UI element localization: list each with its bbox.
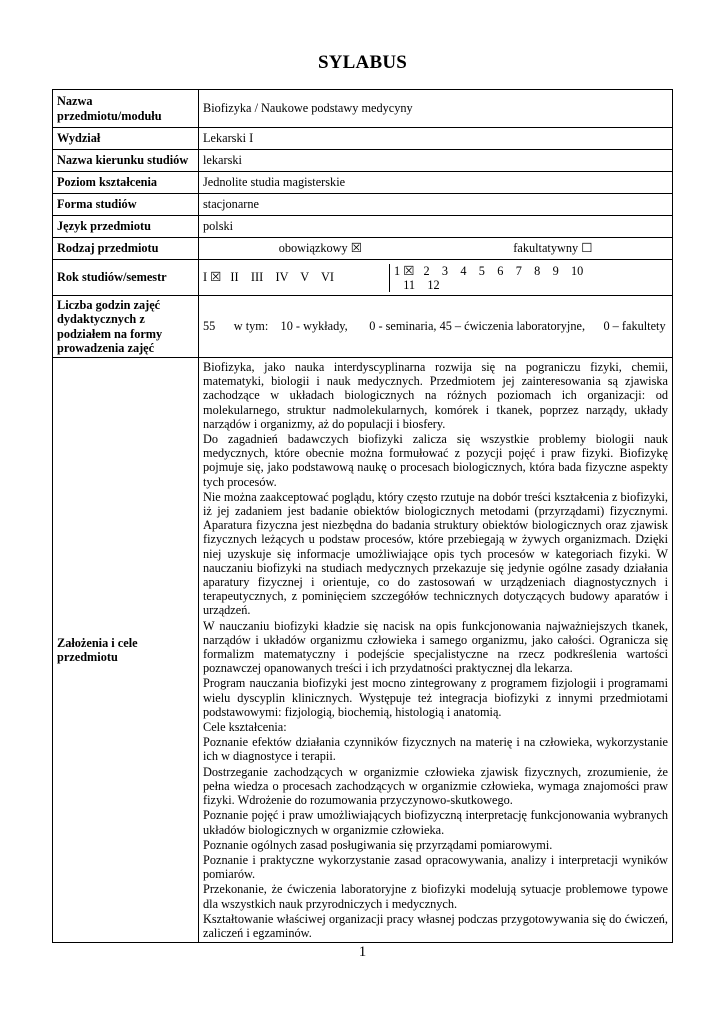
row-rok xyxy=(53,260,673,296)
row-wydzial xyxy=(53,128,673,150)
document-title: SYLABUS xyxy=(317,52,408,73)
semester-options-line2: 11 12 xyxy=(394,277,443,292)
year-options: I ☒ II III IV V VI xyxy=(203,270,338,285)
paragraph: W nauczaniu biofizyki kładzie się nacisk na opis funkcjonowania najważniejszych tkanek, narządów i układów organizmu człowieka i samego organizmu, jako całości. Ogranicza się formalizm matematyczny i podejście specjalistyczne na rzecz podkreślenia wartości poznawczej opanowanych treści i ich przydatności praktycznej dla lekarza. xyxy=(203,618,668,676)
year-selection xyxy=(203,264,390,292)
row-jezyk xyxy=(53,216,673,238)
paragraph: Biofizyka, jako nauka interdyscyplinarna rozwija się na pograniczu fizyki, chemii, matematyki, biologii i nauk medycznych. Przedmiotem jej zainteresowania są zjawiska zachodzące w układach biologicznych na różnych poziomach ich organizacji: od molekularnego, struktur nadmolekularnych, komórek i tkanek, poprzez narządy, układy narządów i organizmy, aż do populacji i biosfery. xyxy=(203,360,668,431)
row-label: Liczba godzin zajęć dydaktycznych z podziałem na formy prowadzenia zajęć xyxy=(53,296,199,358)
paragraph: Poznanie ogólnych zasad posługiwania się przyrządami pomiarowymi. xyxy=(203,837,553,852)
row-rodzaj xyxy=(53,238,673,260)
semester-options-line1: 1 ☒ 2 3 4 5 6 7 8 9 10 xyxy=(394,263,584,278)
paragraph: Przekonanie, że ćwiczenia laboratoryjne z biofizyki modelują sytuacje problemowe typowe dla wszystkich nauk przyrodniczych i medycznych. xyxy=(203,882,668,911)
paragraph: Do zagadnień badawczych biofizyki zalicza się wszystkie problemy biologii nauk medycznych, które obecnie można formułować z pozycji pojęć i praw fizyki. Biofizykę pojmuje się, jako podstawową naukę o procesach biologicznych, która bada fizyczne aspekty tych procesów. xyxy=(203,432,668,489)
row-poziom xyxy=(53,172,673,194)
paragraph: Poznanie i praktyczne wykorzystanie zasad opracowywania, analizy i interpretacji wyników pomiarów. xyxy=(203,852,668,882)
page-number: 1 xyxy=(358,944,367,960)
paragraph: Cele kształcenia: xyxy=(203,720,287,735)
row-value: lekarski xyxy=(199,150,673,172)
row-value xyxy=(199,260,673,296)
row-label: Rodzaj przedmiotu xyxy=(53,238,199,260)
row-kierunek xyxy=(53,150,673,172)
row-label: Forma studiów xyxy=(53,194,199,216)
row-value: polski xyxy=(199,216,673,238)
paragraph: Nie można zaakceptować poglądu, który często rzutuje na dobór treści kształcenia z biofizyki, iż jej zadaniem jest badanie obiektów biologicznych metodami (przyrządami) fizycznymi. Aparatura fizyczna jest niezbędna do badania struktury obiektów biologicznych oraz zjawisk fizycznych leżących u podstaw procesów, które przebiegają w żywych organizmach. Dzięki niej uzyskuje się informacje umożliwiające opis tych procesów w kategoriach fizyki. W nauczaniu biofizyki na studiach medycznych przekazuje się jedynie ogólne zasady działania aparatury fizycznej i orientuje, co do zastosowań w urządzeniach diagnostycznych i terapeutycznych, z pominięciem szczegółów technicznych dotyczących budowy aparatów i urządzeń. xyxy=(203,489,668,618)
row-godziny xyxy=(53,296,673,358)
paragraph: Poznanie pojęć i praw umożliwiających biofizyczną interpretację funkcjonowania wybranych układów biologicznych w organizmie człowieka. xyxy=(203,808,668,837)
option-fakultatywny: fakultatywny ☐ xyxy=(513,241,593,256)
row-value: 55 w tym: 10 - wykłady, 0 - seminaria, 45 – ćwiczenia laboratoryjne, 0 – fakultety xyxy=(199,296,673,358)
row-value xyxy=(199,358,673,943)
row-nazwa xyxy=(53,90,673,128)
paragraph: Program nauczania biofizyki jest mocno zintegrowany z programem fizjologii i programami wielu dyscyplin klinicznych. Występuje też integracja biofizyki z innymi przedmiotami podstawowymi: fizjologią, biochemią, histologią i anatomią. xyxy=(203,676,668,719)
row-label: Wydział xyxy=(53,128,199,150)
row-label: Poziom kształcenia xyxy=(53,172,199,194)
semester-selection xyxy=(390,264,672,292)
syllabus-table xyxy=(52,89,673,943)
row-value xyxy=(199,238,673,260)
row-value: stacjonarne xyxy=(199,194,673,216)
paragraph: Dostrzeganie zachodzących w organizmie człowieka zjawisk fizycznych, zrozumienie, że pełna wiedza o procesach zachodzących w organizmie człowieka, wymaga znajomości praw fizyki. Wdrożenie do rozumowania przyczynowo-skutkowego. xyxy=(203,764,668,808)
option-obowiazkowy: obowiązkowy ☒ xyxy=(278,241,362,256)
row-value: Biofizyka / Naukowe podstawy medycyny xyxy=(199,90,673,128)
row-label: Rok studiów/semestr xyxy=(53,260,199,296)
row-label: Nazwa kierunku studiów xyxy=(53,150,199,172)
row-label: Założenia i cele przedmiotu xyxy=(53,358,199,943)
paragraph: Poznanie efektów działania czynników fizycznych na materię i na człowieka, wykorzystanie ich w diagnostyce i terapii. xyxy=(203,735,668,764)
row-label: Nazwa przedmiotu/modułu xyxy=(53,90,199,128)
row-zalozenia xyxy=(53,358,673,943)
paragraph: Kształtowanie właściwej organizacji pracy własnej podczas przygotowywania się do ćwiczeń, zaliczeń i egzaminów. xyxy=(203,911,668,940)
row-value: Lekarski I xyxy=(199,128,673,150)
row-value: Jednolite studia magisterskie xyxy=(199,172,673,194)
row-forma xyxy=(53,194,673,216)
row-label: Język przedmiotu xyxy=(53,216,199,238)
